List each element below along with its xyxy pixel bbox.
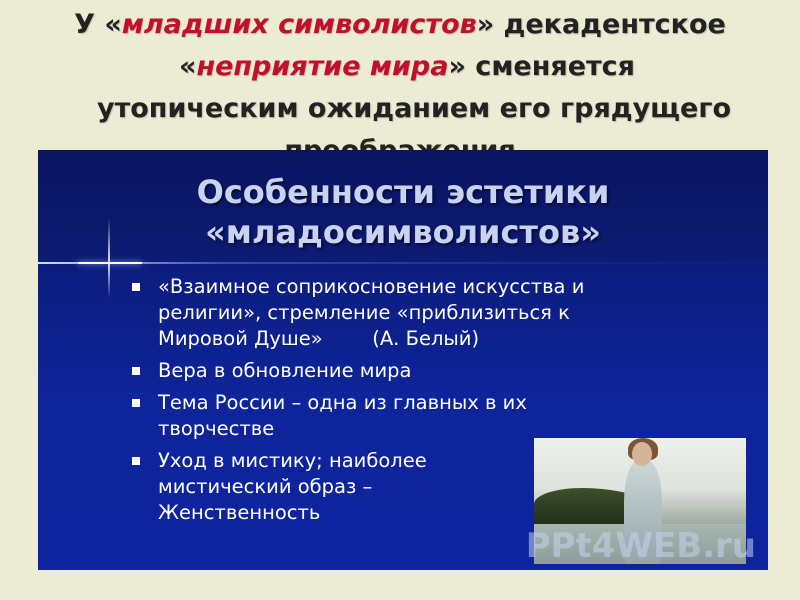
square-bullet-icon xyxy=(132,457,140,465)
bullet-item-2 xyxy=(130,358,750,384)
bullet-text-line: религии», стремление «приблизиться к xyxy=(158,301,570,324)
bullet-text-line: мистический образ – xyxy=(158,475,373,498)
square-bullet-icon xyxy=(132,367,140,375)
content-panel xyxy=(38,150,768,570)
panel-title-line-1: Особенности эстетики xyxy=(196,173,610,211)
slide-heading xyxy=(0,4,800,150)
sparkle-flare xyxy=(78,262,142,264)
figure-head xyxy=(632,442,652,466)
panel-title-line-2: «младосимволистов» xyxy=(205,213,601,251)
square-bullet-icon xyxy=(132,283,140,291)
bullet-text-line: Женственность xyxy=(158,501,321,524)
panel-title xyxy=(38,172,768,252)
bullet-text-line: творчестве xyxy=(158,417,275,440)
heading-highlight-rejection-of-world: неприятие мира xyxy=(196,51,449,82)
bullet-text-line: Вера в обновление мира xyxy=(158,359,412,382)
site-watermark: PPt4WEB.ru xyxy=(525,526,756,566)
square-bullet-icon xyxy=(132,399,140,407)
heading-line-2: «неприятие мира» сменяется xyxy=(178,51,635,82)
bullet-text-line: Уход в мистику; наиболее xyxy=(158,449,427,472)
bullet-item-1 xyxy=(130,274,750,352)
heading-line-1: У «младших символистов» декадентское xyxy=(74,9,726,40)
heading-line-3: утопическим ожиданием его грядущего xyxy=(96,93,731,124)
bullet-text-line: «Взаимное соприкосновение искусства и xyxy=(158,275,585,298)
bullet-item-3 xyxy=(130,390,750,442)
panel-divider-line xyxy=(38,262,768,264)
bullet-text-line: Мировой Душе» (А. Белый) xyxy=(158,327,480,350)
bullet-text-line: Тема России – одна из главных в их xyxy=(158,391,527,414)
heading-highlight-young-symbolists: младших символистов xyxy=(121,9,477,40)
